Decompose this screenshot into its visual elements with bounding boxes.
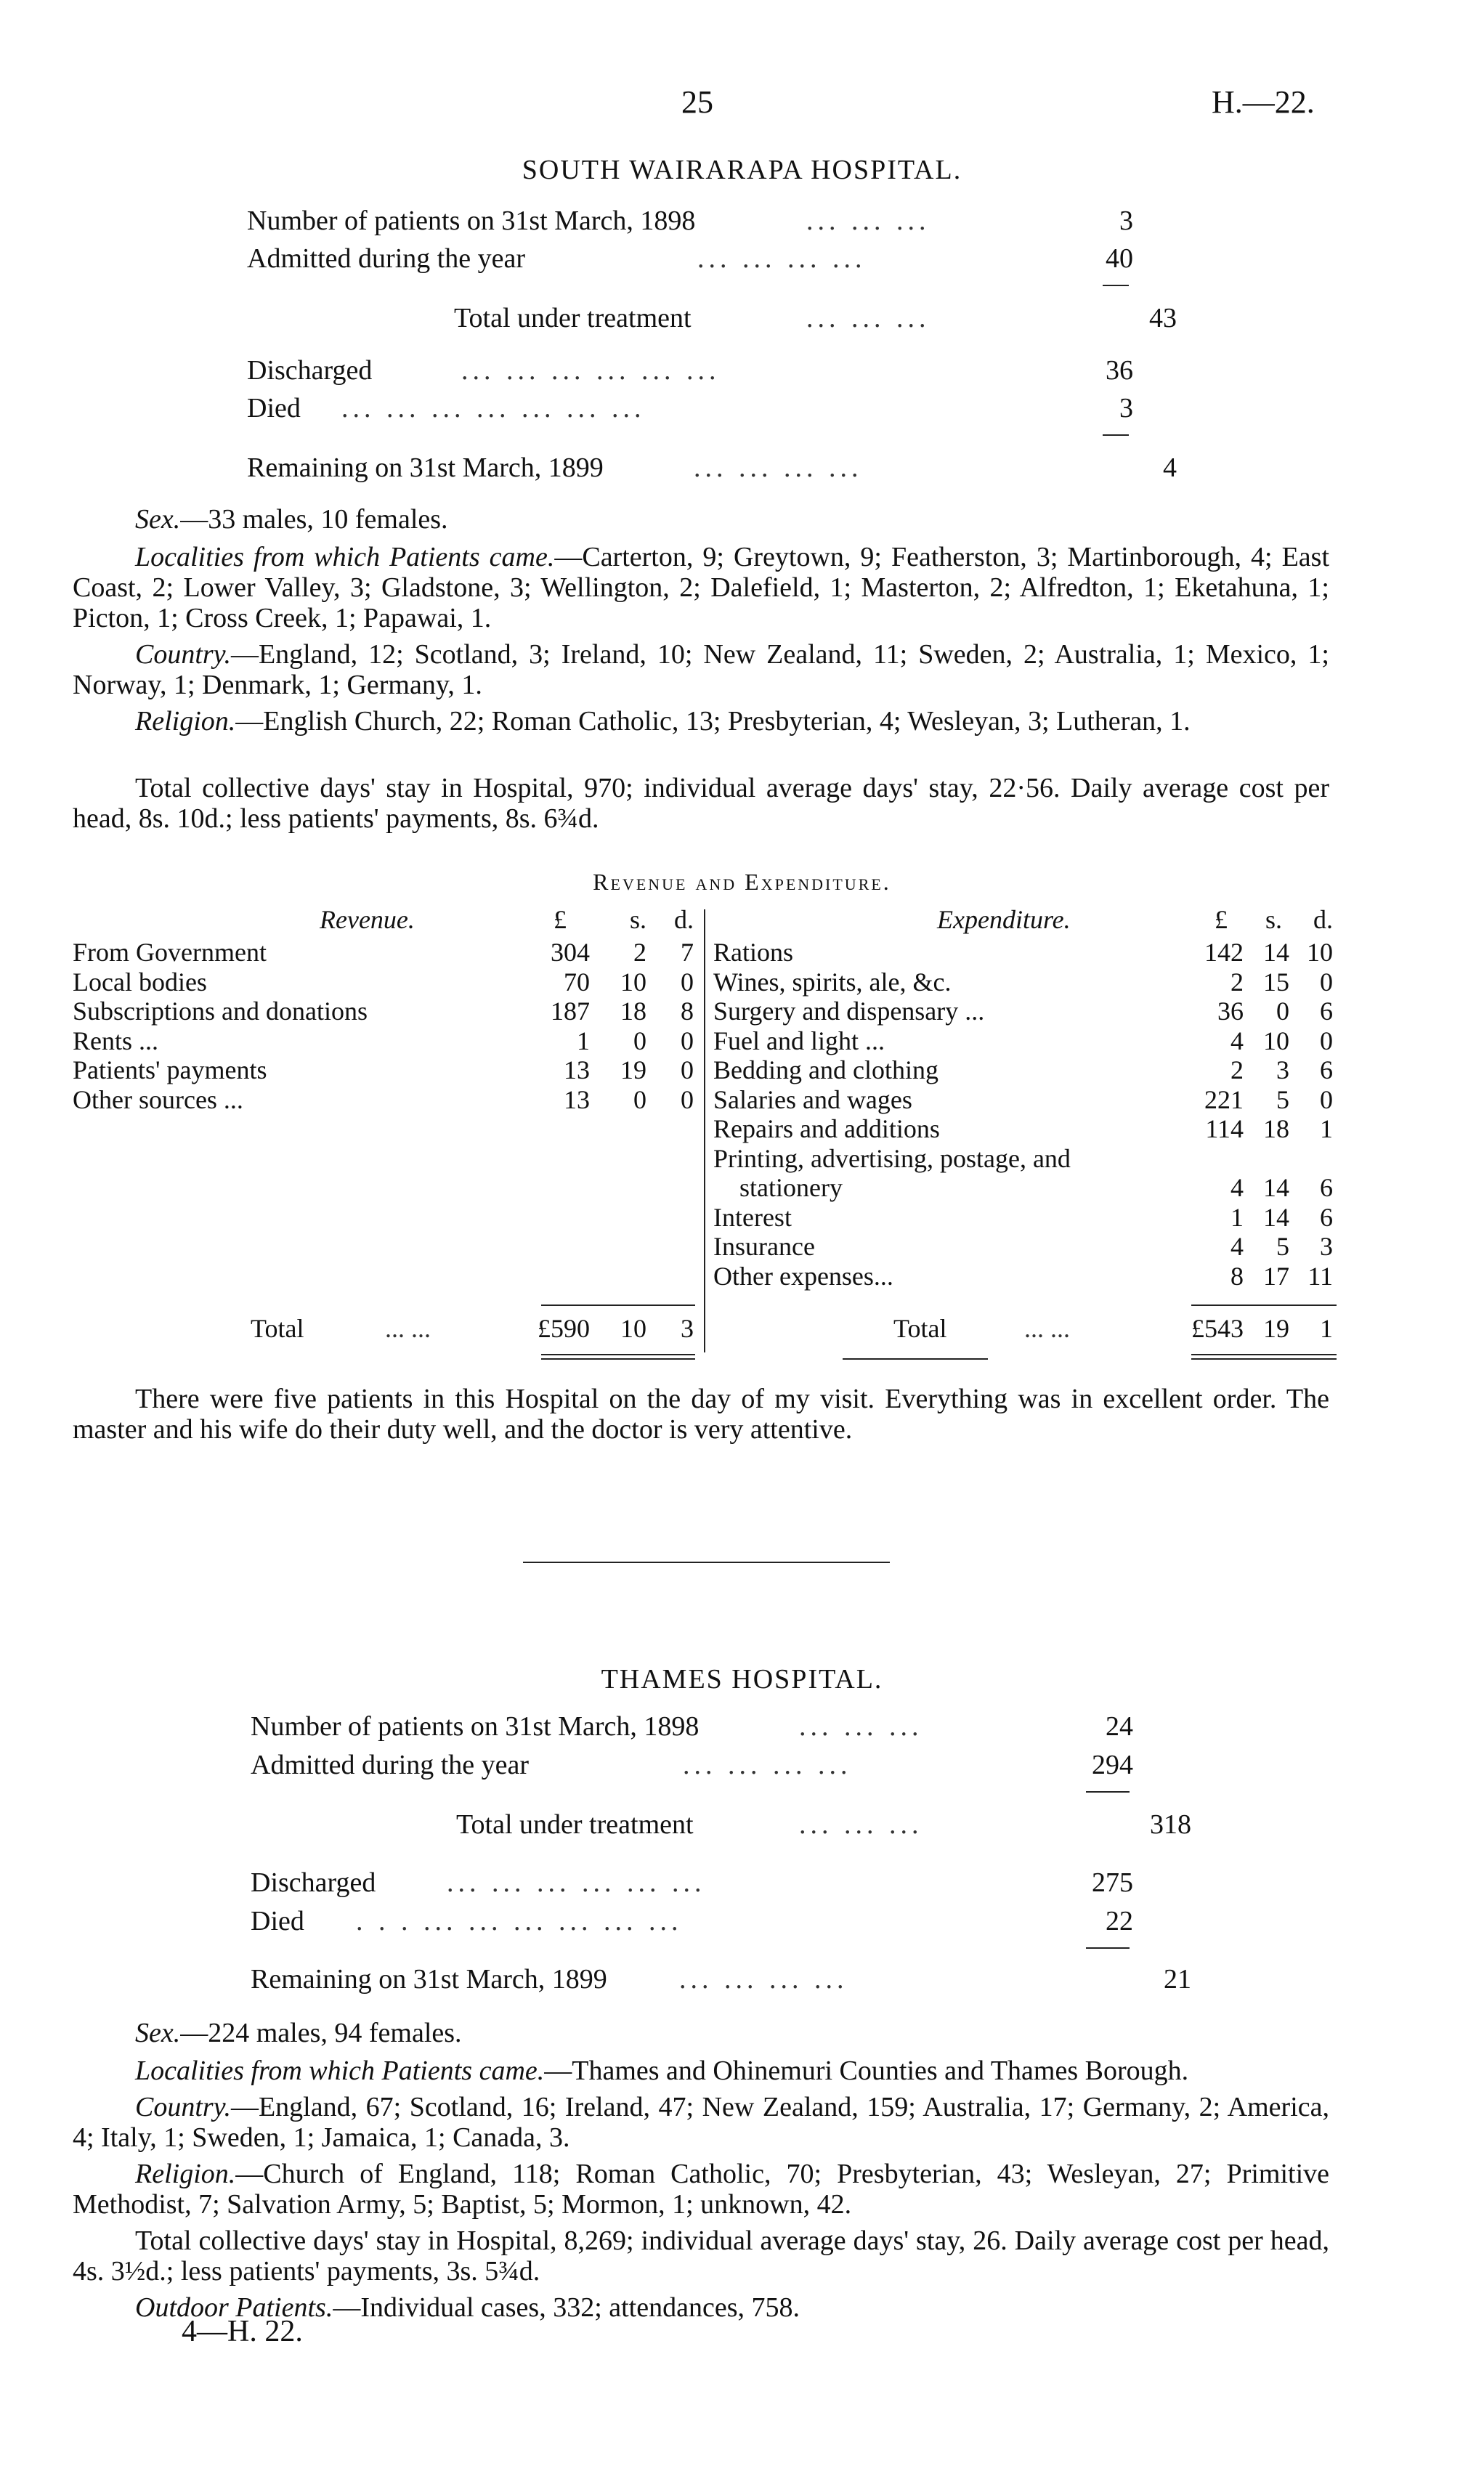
south-stay: Total collective days' stay in Hospital, 970; individual average days' stay, 22·56. Daily average cost per head, 8s. 10d.; less patients' payments, 8s. 6¾d.	[73, 773, 1329, 834]
stat-value: 3	[1119, 206, 1133, 236]
table-row-shillings: 0	[633, 1026, 646, 1055]
thames-religion: Religion.—Church of England, 118; Roman Catholic, 70; Presbyterian, 43; Wesleyan, 27; Primitive Methodist, 7; Salvation Army, 5; Baptist, 5; Mormon, 1; unknown, 42.	[73, 2159, 1329, 2220]
table-row-pounds: 4	[1230, 1026, 1244, 1055]
table-row-pence: 7	[681, 938, 694, 967]
south-religion: Religion.—English Church, 22; Roman Catholic, 13; Presbyterian, 4; Wesleyan, 3; Lutheran, 1.	[135, 706, 1191, 737]
stat-label: Total under treatment	[456, 1809, 694, 1840]
stat-label: Admitted during the year	[247, 243, 526, 274]
table-row-pence: 0	[681, 1084, 694, 1114]
table-row-pounds: 8	[1230, 1261, 1244, 1291]
stat-label: Admitted during the year	[251, 1750, 530, 1780]
table-row-label: From Government	[73, 938, 267, 967]
thames-stay: Total collective days' stay in Hospital, 8,269; individual average days' stay, 26. Daily average cost per head, 4s. 3½d.; less patients' payments, 3s. 5¾d.	[73, 2225, 1329, 2287]
revenue-total-pounds: £590	[538, 1314, 590, 1343]
table-row-label: Rents ...	[73, 1026, 159, 1055]
south-wairarapa-title: SOUTH WAIRARAPA HOSPITAL.	[522, 155, 962, 185]
table-row-pence: 0	[681, 1026, 694, 1055]
table-row-label: Wines, spirits, ale, &c.	[713, 967, 952, 997]
revenue-total-label: Total	[251, 1314, 304, 1343]
table-row-pence: 6	[1320, 997, 1333, 1026]
table-row-pence: 11	[1307, 1261, 1333, 1291]
stat-label: Died	[251, 1906, 304, 1936]
table-row-pence: 0	[1320, 967, 1333, 997]
stat-value: 40	[1106, 243, 1133, 274]
revenue-expenditure-title: Revenue and Expenditure.	[593, 869, 891, 895]
thames-title: THAMES HOSPITAL.	[601, 1664, 883, 1695]
expenditure-total-label: Total	[893, 1314, 947, 1343]
table-row-label: Insurance	[713, 1232, 815, 1261]
south-country: Country.—England, 12; Scotland, 3; Ireland, 10; New Zealand, 11; Sweden, 2; Australia, 1; Mexico, 1; Norway, 1; Denmark, 1; Germany, 1.	[73, 639, 1329, 700]
stat-value: 43	[1149, 303, 1177, 333]
table-row-shillings: 10	[620, 967, 646, 997]
stat-label: Discharged	[247, 355, 373, 386]
thames-outdoor: Outdoor Patients.—Individual cases, 332; attendances, 758.	[135, 2292, 800, 2323]
table-row-pence: 1	[1320, 1114, 1333, 1143]
table-row-label: Fuel and light ...	[713, 1026, 885, 1055]
stat-label: Died	[247, 393, 301, 423]
south-localities: Localities from which Patients came.—Carterton, 9; Greytown, 9; Featherston, 3; Martinborough, 4; East Coast, 2; Lower Valley, 3; Gladstone, 3; Wellington, 2; Dalefield, 1; Masterton, 2; Alfredton, 1; Eketahuna, 1; Picton, 1; Cross Creek, 1; Papawai, 1.	[73, 542, 1329, 633]
stat-value: 318	[1150, 1809, 1191, 1840]
table-row-shillings: 14	[1263, 938, 1289, 967]
section-divider	[523, 1562, 890, 1563]
table-row-label: Surgery and dispensary ...	[713, 997, 985, 1026]
table-row-label: Other expenses...	[713, 1261, 893, 1291]
table-row-pounds: 36	[1217, 997, 1244, 1026]
table-row-shillings: 0	[1276, 997, 1289, 1026]
table-row-pounds: 1	[1230, 1202, 1244, 1232]
stat-value: 294	[1092, 1750, 1133, 1780]
south-sex: Sex.—33 males, 10 females.	[135, 504, 448, 535]
table-row-pounds: 187	[551, 997, 590, 1026]
table-row-shillings: 17	[1263, 1261, 1289, 1291]
table-row-label: Patients' payments	[73, 1055, 267, 1084]
table-row-pounds: 13	[564, 1084, 590, 1114]
table-row-shillings: 5	[1276, 1084, 1289, 1114]
table-row-shillings: 19	[620, 1055, 646, 1084]
footer-signature: 4—H. 22.	[182, 2315, 303, 2348]
thames-country: Country.—England, 67; Scotland, 16; Ireland, 47; New Zealand, 159; Australia, 17; Germany, 2; America, 4; Italy, 1; Sweden, 1; Jamaica, 1; Canada, 3.	[73, 2092, 1329, 2153]
table-row-label: Local bodies	[73, 967, 207, 997]
table-row-pence: 8	[681, 997, 694, 1026]
table-row-shillings: 18	[620, 997, 646, 1026]
stat-label: Remaining on 31st March, 1899	[251, 1964, 607, 1995]
table-row-pence: 10	[1307, 938, 1333, 967]
table-row-pounds: 1	[577, 1026, 590, 1055]
table-row-shillings: 10	[1263, 1026, 1289, 1055]
table-row-pounds: 70	[564, 967, 590, 997]
table-row-pence: 0	[681, 967, 694, 997]
table-row-shillings: 0	[633, 1084, 646, 1114]
table-row-pounds: 13	[564, 1055, 590, 1084]
thames-localities: Localities from which Patients came.—Thames and Ohinemuri Counties and Thames Borough.	[135, 2056, 1189, 2086]
table-row-pounds: 2	[1230, 1055, 1244, 1084]
stat-label: Discharged	[251, 1867, 376, 1898]
stat-label: Number of patients on 31st March, 1898	[247, 206, 696, 236]
table-row-label: Subscriptions and donations	[73, 997, 368, 1026]
table-row-pounds: 4	[1230, 1173, 1244, 1202]
table-row-pence: 6	[1320, 1173, 1333, 1202]
table-row-pounds: 2	[1230, 967, 1244, 997]
table-row-pence: 6	[1320, 1202, 1333, 1232]
table-row-pounds: 221	[1204, 1084, 1244, 1114]
table-row-shillings: 14	[1263, 1173, 1289, 1202]
page-number: 25	[681, 84, 713, 120]
table-row-label: Printing, advertising, postage, and	[713, 1143, 1071, 1173]
expenditure-heading: Expenditure.	[937, 905, 1071, 934]
document-page: 25 H.—22. SOUTH WAIRARAPA HOSPITAL. Number of patients on 31st March, 1898 ... ... ... 3 Admitted during the year ... ... ... ... 40 Total under treatment ... ... ... 43 Discharged ... ... ... ... ... ... 36 Died ... ... ... ... ... ... ... 3 Remaining on 31st March, 1899 ... ... ... ... 4 Sex.—33 males, 10 females. Localities from which Patients came.—Carterton, 9; Greytown, 9; Featherston, 3; Martinborough, 4; East Coast, 2; Lower Valley, 3; Gladstone, 3; Wellington, 2; Dalefield, 1; Masterton, 2; Alfredton, 1; Eketahuna, 1; Picton, 1; Cross Creek, 1; Papawai, 1. Country.—England, 12; Scotland, 3; Ireland, 10; New Zealand, 11; Sweden, 2; Australia, 1; Mexico, 1; Norway, 1; Denmark, 1; Germany, 1. Religion.—English Church, 22; Roman Catholic, 13; Presbyterian, 4; Wesleyan, 3; Lutheran, 1. Total collective days' stay in Hospital, 970; individual average days' stay, 22·56. Daily average cost per head, 8s. 10d.; less patients' payments, 8s. 6¾d. Revenue and Expenditure. Revenue. £ s. d. From Government 304 2 7 Local bodies 70 10 0 Subscriptions and donations 187 18 8 Rents ... 1 0 0 Patients' payments 13 19 0 Other sources ... 13 0 0 Total ... ... £590 10 3 Expenditure. £ s. d. Rations 142 14 10 Wines, spirits, ale, &c. 2 15 0 Surgery and dispensary ... 36 0 6 Fuel and light ... 4 10 0 Bedding and clothing 2 3 6 Salaries and wages 221 5 0 Repairs and additions 114 18 1 Printing, advertising, postage, and stationery 4 14 6 Interest 1 14 6 Insurance 4 5 3 Other expenses... 8 17 11 Total ... ... £543 19 1 There were five patients in this Hospital on the day of my visit. Everything was in excellent order. The master and his wife do their duty well, and the doctor is very attentive. THAMES HOSPITAL. Number of patients on 31st March, 1898 ... ... ... 24 Admitted during the year ... ... ... ... 294 Total under treatment ... ... ... 318 Discharged ... ... ... ... ... ... 275 Died . . . ... ... ... ... ... ... 22 Remaining on 31st March, 1899 ... ... ... ... 21 Sex.—224 males, 94 females. Localities from which Patients came.—Thames and Ohinemuri Counties and Thames Borough. Country.—England, 67; Scotland, 16; Ireland, 47; New Zealand, 159; Australia, 17; Germany, 2; America, 4; Italy, 1; Sweden, 1; Jamaica, 1; Canada, 3. Religion.—Church of England, 118; Roman Catholic, 70; Presbyterian, 43; Wesleyan, 27; Primitive Methodist, 7; Salvation Army, 5; Baptist, 5; Mormon, 1; unknown, 42. Total collective days' stay in Hospital, 8,269; individual average days' stay, 26. Daily average cost per head, 4s. 3½d.; less patients' payments, 3s. 5¾d. Outdoor Patients.—Individual cases, 332; attendances, 758. 4—H. 22.	[0, 0, 1484, 2471]
table-row-shillings: 2	[633, 938, 646, 967]
table-row-label: Rations	[713, 938, 794, 967]
revenue-heading: Revenue.	[320, 905, 415, 934]
stat-label: Remaining on 31st March, 1899	[247, 453, 604, 483]
table-row-pence: 0	[1320, 1026, 1333, 1055]
stat-value: 3	[1119, 393, 1133, 423]
south-remarks: There were five patients in this Hospital on the day of my visit. Everything was in excellent order. The master and his wife do their duty well, and the doctor is very attentive.	[73, 1384, 1329, 1445]
table-row-pence: 0	[1320, 1084, 1333, 1114]
table-row-label: Repairs and additions	[713, 1114, 940, 1143]
stat-value: 24	[1106, 1711, 1133, 1742]
stat-label: Number of patients on 31st March, 1898	[251, 1711, 700, 1742]
table-row-label: stationery	[713, 1173, 843, 1202]
stat-label: Total under treatment	[454, 303, 692, 333]
thames-sex: Sex.—224 males, 94 females.	[135, 2018, 462, 2048]
stat-value: 22	[1106, 1906, 1133, 1936]
table-row-label: Other sources ...	[73, 1084, 243, 1114]
stat-value: 36	[1106, 355, 1133, 386]
table-row-shillings: 18	[1263, 1114, 1289, 1143]
page-reference: H.—22.	[1212, 84, 1315, 120]
stat-value: 21	[1164, 1964, 1191, 1995]
table-row-shillings: 14	[1263, 1202, 1289, 1232]
table-row-pounds: 142	[1204, 938, 1244, 967]
table-row-shillings: 5	[1276, 1232, 1289, 1261]
table-row-shillings: 15	[1263, 967, 1289, 997]
stat-value: 275	[1092, 1867, 1133, 1898]
table-row-pence: 3	[1320, 1232, 1333, 1261]
table-row-label: Bedding and clothing	[713, 1055, 938, 1084]
table-row-pounds: 304	[551, 938, 590, 967]
table-row-pounds: 114	[1205, 1114, 1244, 1143]
table-row-label: Interest	[713, 1202, 792, 1232]
table-row-pence: 0	[681, 1055, 694, 1084]
table-row-label: Salaries and wages	[713, 1084, 912, 1114]
table-row-pounds: 4	[1230, 1232, 1244, 1261]
table-row-shillings: 3	[1276, 1055, 1289, 1084]
expenditure-total-pounds: £543	[1191, 1314, 1244, 1343]
table-row-pence: 6	[1320, 1055, 1333, 1084]
stat-value: 4	[1163, 453, 1177, 483]
